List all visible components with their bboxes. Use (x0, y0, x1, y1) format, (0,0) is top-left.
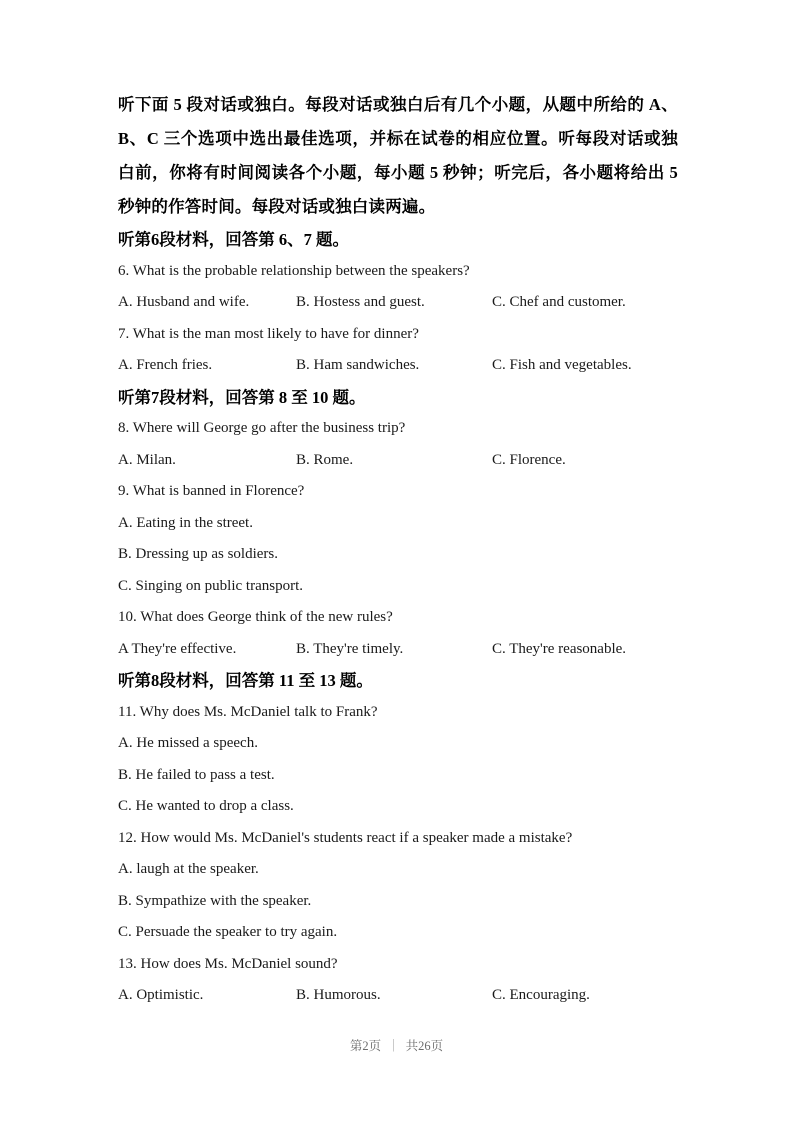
option-line: C. He wanted to drop a class. (118, 798, 294, 814)
options-row (118, 980, 678, 1012)
option-line: A. Eating in the street. (118, 514, 253, 531)
footer-separator: ｜ (387, 1039, 400, 1053)
option: A They're effective. (118, 640, 237, 657)
section-header: 听第8段材料，回答第 11 至 13 题。 (118, 671, 373, 690)
option-line: C. Persuade the speaker to try again. (118, 924, 338, 940)
option: A. French fries. (118, 357, 213, 373)
option: A. Milan. (118, 451, 176, 468)
option: B. Humorous. (296, 987, 381, 1003)
instructions-paragraph: 听下面 5 段对话或独白。每段对话或独白后有几个小题，从题中所给的 A、B、C 三个选项中选出最佳选项，并标在试卷的相应位置。听每段对话或独白前，你将有时间阅读各个小题，每小题 5 秒钟；听完后，各小题将给出 5 秒钟的作答时间。每段对话或独白读两遍。 (118, 95, 678, 216)
option: C. Chef and customer. (492, 294, 626, 310)
page-number: 第2页 (349, 1039, 382, 1053)
question-line: 7. What is the man most likely to have for dinner? (118, 325, 419, 342)
question-line: 10. What does George think of the new rules? (118, 609, 393, 625)
page-footer (0, 1036, 793, 1054)
options-row (118, 634, 678, 666)
question-line: 13. How does Ms. McDaniel sound? (118, 955, 338, 972)
option: B. Ham sandwiches. (296, 357, 420, 373)
option-line: A. He missed a speech. (118, 735, 258, 751)
question-line: 8. Where will George go after the business trip? (118, 420, 406, 436)
option: C. They're reasonable. (492, 640, 627, 657)
question-line: 9. What is banned in Florence? (118, 483, 305, 499)
options-row (118, 287, 678, 319)
option: A. Husband and wife. (118, 294, 250, 310)
question-line: 12. How would Ms. McDaniel's students react if a speaker made a mistake? (118, 829, 573, 846)
option: B. Rome. (296, 451, 354, 468)
section-header: 听第6段材料，回答第 6、7 题。 (118, 230, 349, 249)
document-body (118, 88, 678, 1012)
option-line: B. Sympathize with the speaker. (118, 892, 312, 909)
section-header: 听第7段材料，回答第 8 至 10 题。 (118, 387, 366, 407)
option: B. Hostess and guest. (296, 294, 425, 310)
options-row (118, 445, 678, 477)
option-line: A. laugh at the speaker. (118, 861, 259, 877)
option: C. Encouraging. (492, 987, 590, 1003)
option: C. Fish and vegetables. (492, 357, 632, 373)
option-line: B. Dressing up as soldiers. (118, 546, 278, 562)
option-line: C. Singing on public transport. (118, 577, 303, 594)
option: B. They're timely. (296, 640, 404, 657)
question-line: 11. Why does Ms. McDaniel talk to Frank? (118, 703, 378, 720)
question-line: 6. What is the probable relationship between the speakers? (118, 262, 470, 279)
options-row (118, 350, 678, 382)
option: C. Florence. (492, 451, 566, 468)
total-pages: 共26页 (405, 1039, 444, 1053)
option: A. Optimistic. (118, 987, 204, 1003)
option-line: B. He failed to pass a test. (118, 766, 275, 783)
